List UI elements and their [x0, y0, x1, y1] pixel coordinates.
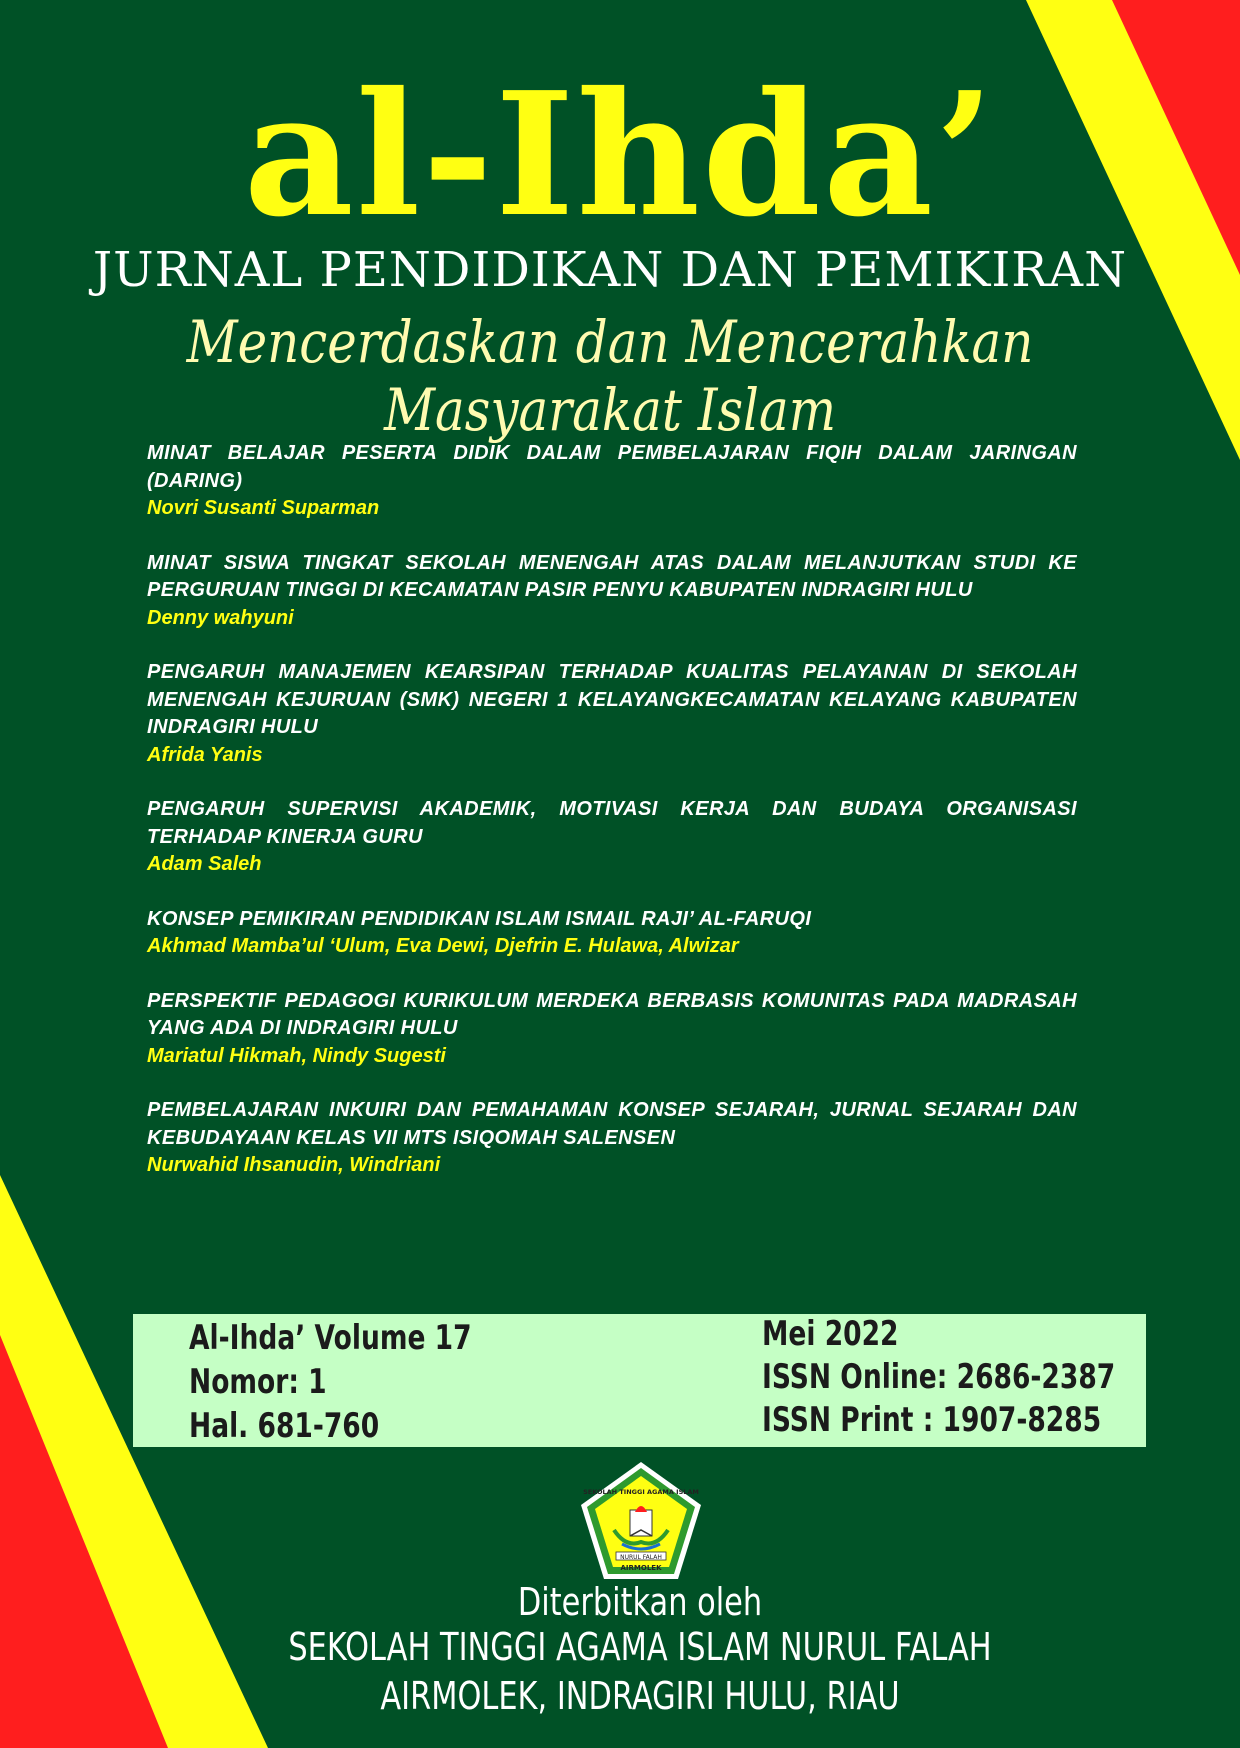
publisher-location: AIRMOLEK, INDRAGIRI HULU, RIAU	[380, 1674, 900, 1718]
seal-top-text: SEKOLAH TINGGI AGAMA ISLAM	[583, 1488, 699, 1496]
issue-date: Mei 2022	[762, 1314, 899, 1354]
issue-info-box	[133, 1314, 1146, 1447]
seal-bottom-text: AIRMOLEK	[620, 1564, 662, 1572]
journal-tagline: Mencerdaskan dan Mencerahkan Masyarakat Islam	[186, 308, 1034, 444]
article-author: Adam Saleh	[147, 853, 262, 875]
article-author: Mariatul Hikmah, Nindy Sugesti	[147, 1044, 446, 1067]
publisher-name: SEKOLAH TINGGI AGAMA ISLAM NURUL FALAH	[288, 1625, 992, 1669]
article-entry	[147, 440, 1077, 523]
article-title: PENGARUH SUPERVISI AKADEMIK, MOTIVASI KERJA DAN BUDAYA ORGANISASI TERHADAP KINERJA GURU	[147, 798, 1077, 848]
article-entry	[147, 796, 1077, 879]
page-range: Hal. 681-760	[189, 1406, 380, 1446]
article-title: MINAT BELAJAR PESERTA DIDIK DALAM PEMBELAJARAN FIQIH DALAM JARINGAN (DARING)	[147, 442, 1077, 492]
article-title: PEMBELAJARAN INKUIRI DAN PEMAHAMAN KONSEP SEJARAH, JURNAL SEJARAH DAN KEBUDAYAAN KELAS VII MTS ISIQOMAH SALENSEN	[147, 1099, 1077, 1149]
article-author: Novri Susanti Suparman	[147, 497, 380, 519]
article-entry	[147, 659, 1077, 769]
published-by-label: Diterbitkan oleh	[517, 1580, 763, 1624]
article-entry	[147, 550, 1077, 633]
article-entry	[147, 988, 1077, 1071]
journal-subtitle: JURNAL PENDIDIKAN DAN PEMIKIRAN	[92, 242, 1128, 298]
article-title: MINAT SISWA TINGKAT SEKOLAH MENENGAH ATAS DALAM MELANJUTKAN STUDI KE PERGURUAN TINGGI DI KECAMATAN PASIR PENYU KABUPATEN INDRAGIRI HULU	[147, 551, 1077, 601]
article-list	[147, 440, 1077, 1207]
article-author: Afrida Yanis	[147, 743, 263, 766]
article-title: PERSPEKTIF PEDAGOGI KURIKULUM MERDEKA BERBASIS KOMUNITAS PADA MADRASAH YANG ADA DI INDRAGIRI HULU	[147, 989, 1077, 1039]
article-author: Akhmad Mamba’ul ‘Ulum, Eva Dewi, Djefrin E. Hulawa, Alwizar	[147, 935, 739, 957]
article-author: Denny wahyuni	[147, 606, 294, 629]
article-entry	[147, 906, 1077, 961]
volume-label: Al-Ihda’ Volume 17	[189, 1318, 472, 1358]
journal-masthead: al-Ihda’	[243, 55, 997, 255]
issue-number: Nomor: 1	[189, 1362, 327, 1402]
institution-seal-icon	[578, 1460, 704, 1582]
seal-ribbon-text: NURUL FALAH	[620, 1554, 662, 1561]
article-author: Nurwahid Ihsanudin, Windriani	[147, 1154, 441, 1176]
article-title: KONSEP PEMIKIRAN PENDIDIKAN ISLAM ISMAIL RAJI’ AL-FARUQI	[147, 907, 812, 930]
article-entry	[147, 1097, 1077, 1180]
article-title: PENGARUH MANAJEMEN KEARSIPAN TERHADAP KUALITAS PELAYANAN DI SEKOLAH MENENGAH KEJURUAN (SMK) NEGERI 1 KELAYANGKECAMATAN KELAYANG KABUPATEN INDRAGIRI HULU	[147, 661, 1077, 738]
issn-online: ISSN Online: 2686-2387	[762, 1357, 1116, 1397]
issn-print: ISSN Print : 1907-8285	[762, 1400, 1102, 1440]
